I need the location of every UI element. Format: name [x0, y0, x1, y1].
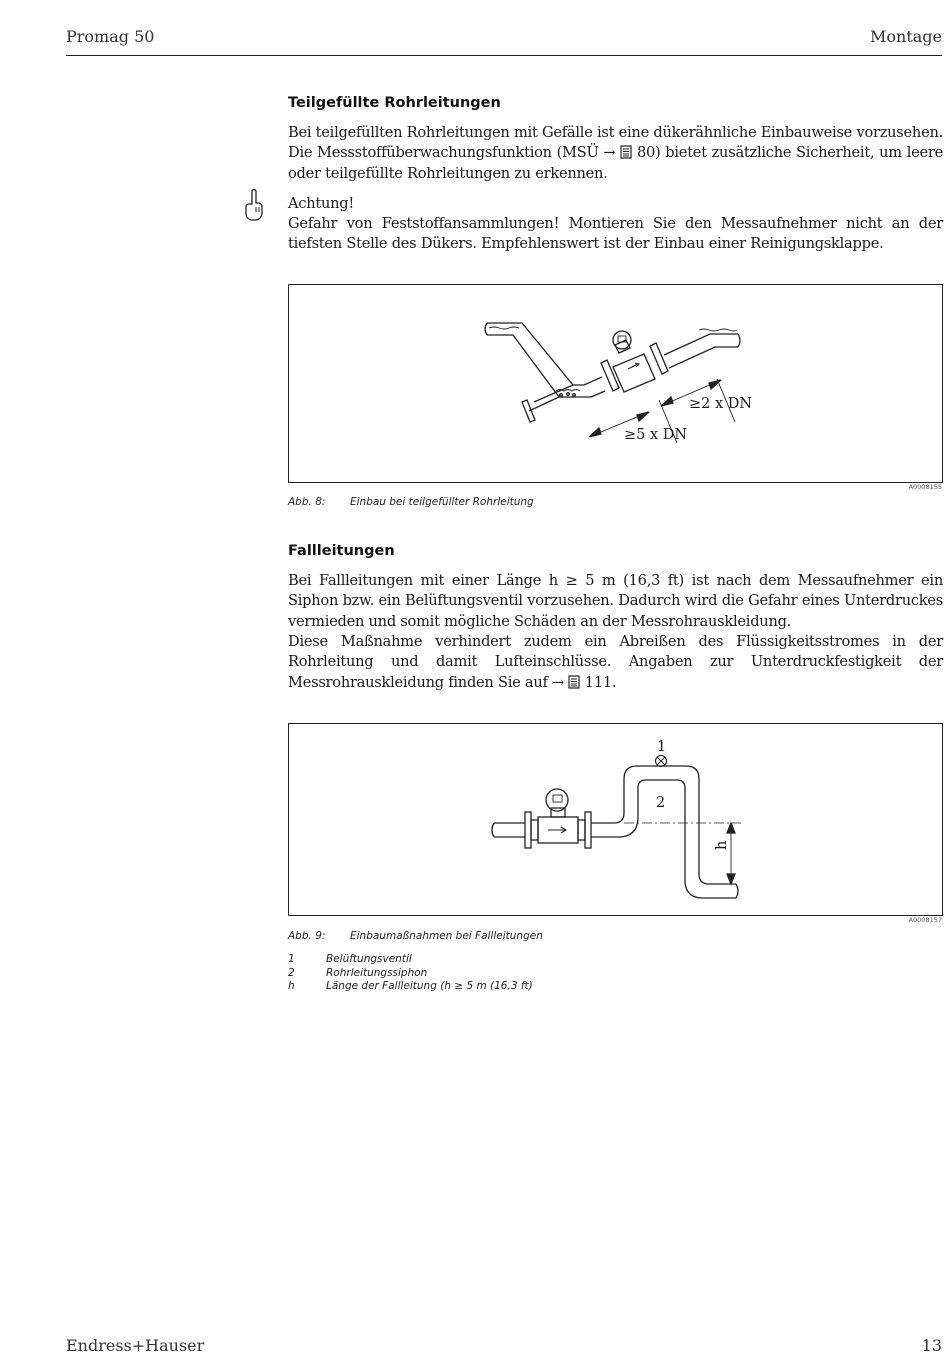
label-vent-valve-number: 1 [657, 739, 667, 755]
paragraph-fallleitungen-1: Bei Fallleitungen mit einer Länge h ≥ 5 m (16,3 ft) ist nach dem Messaufnehmer ein Siphon bzw. ein Belüftungsventil vorzusehen. Dadurch wird die Gefahr eines Unterdruckes vermieden und somit mögliche Schäden an der Messrohrauskleidung. [288, 572, 943, 630]
label-siphon-number: 2 [656, 795, 666, 811]
caption-text: Einbaumaßnahmen bei Fallleitungen [350, 930, 543, 942]
label-height-h: h [714, 840, 730, 850]
header-rule [66, 55, 942, 56]
page-reference-number: 80 [636, 144, 656, 162]
figure-9-drawing [289, 724, 942, 915]
paragraph-text: ) bietet zusätzliche Sicherheit, um leere oder teilgefüllte Rohrleitungen zu erkennen. [288, 144, 944, 182]
section-title-fallleitungen: Fallleitungen [288, 543, 395, 559]
figure-9-legend [288, 953, 533, 994]
figure-9 [288, 723, 943, 916]
dimension-label-5dn: ≥5 x DN [624, 427, 688, 443]
dimension-label-2dn: ≥2 x DN [689, 396, 753, 412]
figure-8-id: A0008155 [908, 483, 942, 491]
figure-8-drawing [289, 285, 942, 482]
document-icon [568, 675, 580, 689]
warning-text: Gefahr von Feststoffansammlungen! Montieren Sie den Messaufnehmer nicht an der tiefsten Stelle des Dükers. Empfehlenswert ist der Einbau einer Reinigungsklappe. [288, 215, 943, 253]
caption-text: Einbau bei teilgefüllter Rohrleitung [350, 496, 534, 508]
caption-number: Abb. 8: [288, 496, 326, 508]
paragraph-teilgefuellt [288, 123, 943, 184]
figure-9-id: A0008157 [908, 916, 942, 924]
legend-text: Länge der Fallleitung (h ≥ 5 m (16,3 ft) [326, 980, 533, 992]
legend-text: Rohrleitungssiphon [326, 966, 428, 979]
page-reference[interactable] [568, 674, 616, 691]
document-icon [620, 145, 632, 159]
legend-key: 1 [288, 953, 295, 965]
figure-8-caption [288, 496, 534, 508]
page-reference[interactable] [620, 144, 655, 161]
paragraph-fallleitungen-2 [288, 632, 943, 693]
paragraph-text: Bei teilgefüllten Rohrleitungen mit Gefälle ist eine dükerähnliche Einbauweise vorzusehen. Die Messstoffüberwachungsfunktion (MSÜ → [288, 124, 944, 162]
warning-title: Achtung! [288, 195, 354, 212]
header-product: Promag 50 [66, 27, 155, 46]
footer-page-number: 13 [921, 1336, 942, 1355]
pointing-hand-icon [244, 188, 264, 222]
legend-key: 2 [288, 966, 295, 979]
footer-company: Endress+Hauser [66, 1336, 205, 1355]
legend-key: h [288, 980, 295, 992]
section-title-teilgefuellt: Teilgefüllte Rohrleitungen [288, 95, 501, 111]
figure-9-caption [288, 930, 543, 942]
figure-8 [288, 284, 943, 483]
header-chapter: Montage [870, 27, 942, 46]
page-reference-number: 111. [584, 673, 617, 691]
legend-item [288, 980, 533, 994]
legend-item [288, 967, 533, 981]
legend-item [288, 953, 533, 967]
caption-number: Abb. 9: [288, 930, 326, 942]
legend-text: Belüftungsventil [326, 953, 412, 965]
paragraph-text: Diese Maßnahme verhindert zudem ein Abreißen des Flüssigkeitsstromes in der Rohrleitung und damit Lufteinschlüsse. Angaben zur Unterdruckfestigkeit der Messrohrauskleidung finden Sie auf → [288, 633, 943, 691]
